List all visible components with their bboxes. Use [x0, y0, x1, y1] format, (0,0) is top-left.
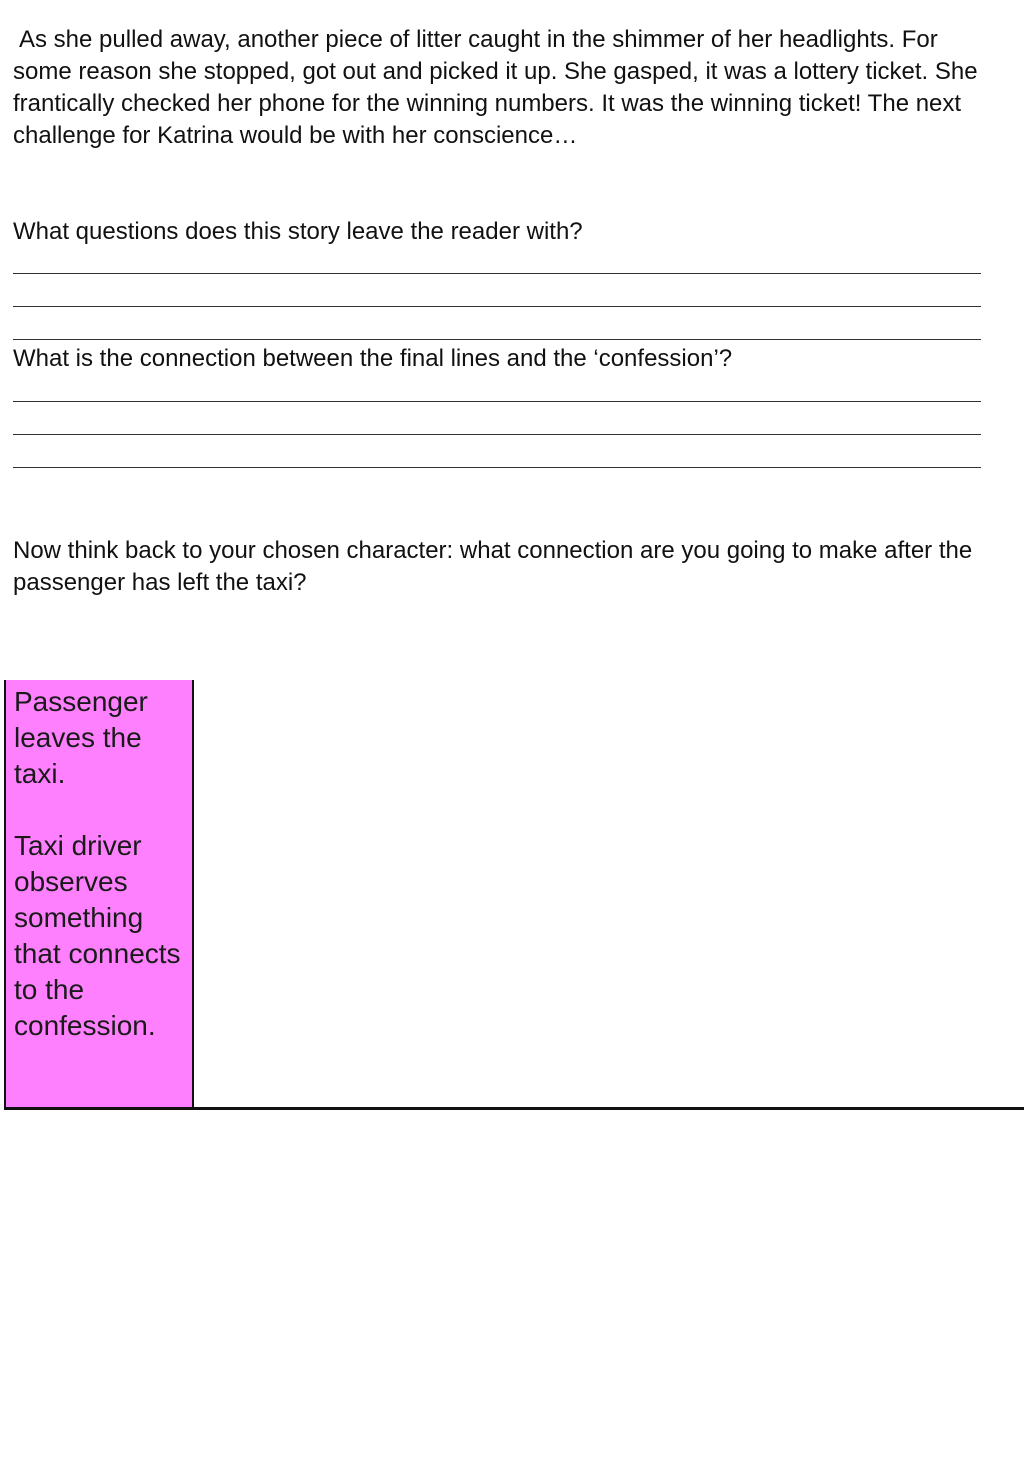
storyboard-card: [4, 680, 194, 1107]
storyboard-step-passenger-leaves: Passenger leaves the taxi.: [14, 686, 148, 789]
answer-line[interactable]: [13, 306, 981, 307]
answer-line[interactable]: [13, 434, 981, 435]
storyboard-baseline: [4, 1107, 1024, 1110]
story-closing-paragraph: As she pulled away, another piece of litter caught in the shimmer of her headlights. For some reason she stopped, got out and picked it up. She gasped, it was a lottery ticket. She frantically checked her phone for the winning numbers. It was the winning ticket! The next challenge for Katrina would be with her conscience…: [13, 26, 978, 149]
answer-line[interactable]: [13, 467, 981, 468]
answer-line[interactable]: [13, 401, 981, 402]
question-confession-connection: What is the connection between the final lines and the ‘confession’?: [13, 345, 733, 372]
prompt-chosen-character: Now think back to your chosen character: what connection are you going to make after the passenger has left the taxi?: [13, 537, 973, 596]
storyboard-step-driver-observes: Taxi driver observes something that connects to the confession.: [14, 830, 181, 1041]
question-reader-questions: What questions does this story leave the reader with?: [13, 218, 583, 245]
answer-line[interactable]: [13, 339, 981, 340]
answer-line[interactable]: [13, 273, 981, 274]
